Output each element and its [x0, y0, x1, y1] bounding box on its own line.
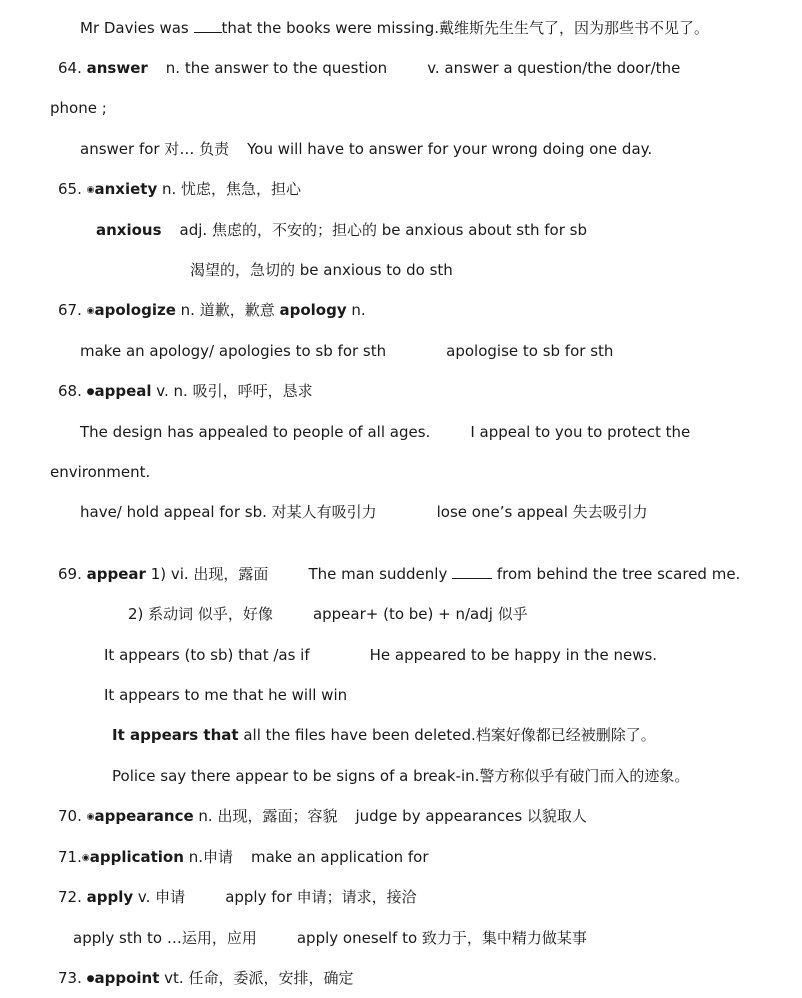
- line-7: 渴望的，急切的 be anxious to do sth: [190, 261, 453, 279]
- headword: answer: [86, 59, 148, 77]
- headword: apply: [86, 888, 134, 906]
- entry-64: [58, 58, 680, 78]
- text: make an application for: [250, 848, 429, 866]
- headword: application: [89, 848, 184, 866]
- line-19: Police say there appear to be signs of a break-in.警方称似乎有破门而入的迹象。: [112, 767, 690, 785]
- entry-70: [58, 806, 587, 827]
- bullet-icon: ◉: [86, 185, 95, 195]
- fill-blank: [452, 564, 492, 579]
- definition: n. 道歉，歉意: [175, 301, 280, 319]
- line-3: phone ;: [50, 99, 107, 117]
- text: Mr Davies was: [80, 19, 194, 37]
- text: make an apology/ apologies to sb for sth: [80, 342, 387, 360]
- example-sentence: all the files have been deleted.档案好像都已经被删除了。: [238, 726, 656, 744]
- definition: n.申请: [183, 848, 233, 866]
- line-11: [80, 422, 690, 442]
- headword: appearance: [94, 807, 194, 825]
- definition: n. 忧虑，焦急，担心: [157, 180, 302, 198]
- entry-68: [58, 381, 313, 402]
- text: apologise to sb for sth: [446, 342, 614, 360]
- definition: n.: [346, 301, 366, 319]
- line-9: [80, 341, 613, 361]
- bullet-icon: ◉: [86, 812, 95, 822]
- definition: v. answer a question/the door/the: [427, 59, 681, 77]
- line-1: [80, 18, 709, 38]
- entry-number: 70.: [58, 807, 87, 825]
- line-16: [104, 645, 657, 665]
- entry-number: 64.: [58, 59, 87, 77]
- text: apply oneself to 致力于，集中精力做某事: [296, 929, 587, 947]
- text: have/ hold appeal for sb. 对某人有吸引力: [80, 503, 377, 521]
- definition: n. the answer to the question: [165, 59, 388, 77]
- headword: appoint: [94, 969, 160, 987]
- entry-number: 65.: [58, 180, 87, 198]
- phrase: It appears that: [112, 726, 239, 744]
- line-12: environment.: [50, 463, 151, 481]
- headword: appeal: [94, 382, 152, 400]
- bullet-icon: ◉: [81, 853, 90, 863]
- entry-number: 69.: [58, 565, 87, 583]
- text: appear+ (to be) + n/adj 似乎: [312, 605, 528, 623]
- headword: appear: [86, 565, 146, 583]
- text: lose one’s appeal 失去吸引力: [436, 503, 648, 521]
- headword: anxious: [96, 221, 162, 239]
- example-sentence: from behind the tree scared me.: [492, 565, 741, 583]
- text: apply sth to …运用，应用: [73, 929, 257, 947]
- definition: n. 出现，露面；容貌: [193, 807, 338, 825]
- line-15: [128, 604, 528, 624]
- line-4: [80, 139, 652, 159]
- definition: 1) vi. 出现，露面: [145, 565, 269, 583]
- example-sentence: He appeared to be happy in the news.: [369, 646, 658, 664]
- bullet-icon: ◉: [86, 306, 95, 316]
- fill-blank: [194, 18, 222, 33]
- text: apply for 申请；请求，接洽: [225, 888, 417, 906]
- headword: apologize: [94, 301, 176, 319]
- line-17: It appears to me that he will win: [104, 686, 348, 704]
- entry-67: [58, 300, 366, 321]
- definition: v. 申请: [133, 888, 186, 906]
- text: judge by appearances 以貌取人: [355, 807, 587, 825]
- definition: vt. 任命，委派，安排，确定: [159, 969, 354, 987]
- entry-number: 68.: [58, 382, 87, 400]
- example-sentence: The man suddenly: [308, 565, 453, 583]
- line-18: [112, 725, 656, 745]
- entry-number: 71.: [58, 848, 82, 866]
- bullet-icon: ●: [86, 974, 95, 984]
- example-sentence: The design has appealed to people of all ages.: [80, 423, 431, 441]
- text: that the books were missing.戴维斯先生生气了，因为那些书不见了。: [221, 19, 709, 37]
- entry-65: [58, 179, 301, 200]
- entry-number: 73.: [58, 969, 87, 987]
- entry-number: 72.: [58, 888, 87, 906]
- line-13: [80, 502, 648, 522]
- text: answer for 对… 负责: [80, 140, 230, 158]
- line-6: [96, 220, 587, 240]
- example-sentence: I appeal to you to protect the: [470, 423, 691, 441]
- text: It appears (to sb) that /as if: [104, 646, 310, 664]
- entry-71: [58, 847, 429, 868]
- entry-69: [58, 564, 740, 584]
- headword: apology: [279, 301, 347, 319]
- entry-number: 67.: [58, 301, 87, 319]
- entry-73: [58, 968, 353, 989]
- bullet-icon: ●: [86, 387, 95, 397]
- headword: anxiety: [94, 180, 158, 198]
- definition: adj. 焦虑的，不安的；担心的 be anxious about sth for sb: [179, 221, 587, 239]
- line-23: [73, 928, 587, 948]
- definition: v. n. 吸引，呼吁，恳求: [151, 382, 313, 400]
- definition: 2) 系动词 似乎，好像: [128, 605, 273, 623]
- entry-72: [58, 887, 417, 907]
- example-sentence: You will have to answer for your wrong doing one day.: [247, 140, 653, 158]
